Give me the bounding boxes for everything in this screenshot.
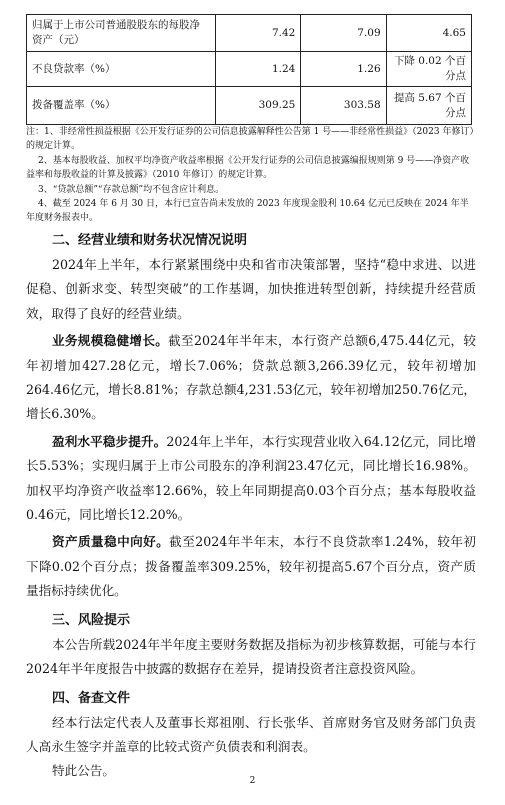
documents-text: 经本行法定代表人及董事长郑祖刚、行长张华、首席财务官及财务部门负责人高永生签字并盖章的比较式资产负债表和利润表。: [26, 714, 476, 754]
cell-change: 4.65: [386, 15, 471, 52]
note-3: 3、“贷款总额”“存款总额”均不包含应计利息。: [38, 184, 225, 195]
paragraph-text: 截至2024年半年末，本行不良贷款率1.24%，较年初下降0.02个百分点；拨备覆盖率309.25%，较年初提高5.67个百分点，资产质量指标持续优化。: [26, 534, 476, 599]
section-title-operations: 二、经营业绩和财务状况情况说明: [52, 233, 248, 248]
note-1: 注：1、非经常性损益根据《公开发行证券的公司信息披露解释性公告第 1 号——非经常性损益》（2023 年修订）的规定计算。: [26, 127, 474, 152]
section-title-documents: 四、备查文件: [52, 690, 131, 706]
risk-text: 本公告所载2024年半年度主要财务数据及指标为初步核算数据，可能与本行2024年半年度报告中披露的数据存在差异，提请投资者注意投资风险。: [26, 636, 476, 677]
lead-heading: 业务规模稳健增长。: [52, 333, 169, 349]
paragraph-text: 截至2024年半年末，本行资产总额6,475.44亿元，较年初增加427.28亿元，增长7.06%；贷款总额3,266.39亿元，较年初增加264.46亿元，增长8.81%；存款总额4,231.53亿元，较年初增加250.76亿元，增长6.30%。: [26, 333, 476, 422]
cell-change: 提高 5.67 个百分点: [386, 87, 471, 125]
paragraph-text: 2024年上半年，本行实现营业收入64.12亿元，同比增长5.53%；实现归属于上市公司股东的净利润23.47亿元，同比增长16.98%。加权平均净资产收益率12.66%，较上年同期提高0.03个百分点；基本每股收益0.46元，同比增长12.20%。: [26, 433, 476, 523]
cell-change: 下降 0.02 个百分点: [386, 52, 471, 87]
page-number: 2: [249, 776, 256, 786]
section-title-risk: 三、风险提示: [52, 612, 131, 628]
paragraph-profitability: [26, 430, 476, 528]
note-4: 4、截至 2024 年 6 月 30 日，本行已宣告尚未发放的 2023 年度现金股利 10.64 亿元已反映在 2024 年半年度财务报表中。: [26, 199, 469, 224]
row-label: 归属于上市公司普通股股东的每股净资产（元）: [27, 15, 216, 52]
operations-intro: 2024年上半年，本行紧紧围绕中央和省市决策部署，坚持“稳中求进、以进促稳、创新求变、转型突破”的工作基调，加快推进转型创新，持续提升经营质效，取得了良好的经营业绩。: [26, 257, 476, 321]
document-body: [26, 229, 476, 784]
paragraph-business-scale: [26, 329, 476, 427]
row-label: 不良贷款率（%）: [27, 52, 216, 87]
table-row: [27, 15, 472, 52]
cell-value: 1.24: [216, 52, 301, 87]
cell-value: 7.42: [216, 15, 301, 52]
cell-value: 303.58: [301, 87, 386, 125]
lead-heading: 盈利水平稳步提升。: [52, 433, 167, 449]
note-2: 2、基本每股收益、加权平均净资产收益率根据《公开发行证券的公司信息披露编报规则第 9 号——净资产收益率和每股收益的计算及披露》（2010 年修订）的规定计算。: [26, 155, 470, 181]
cell-value: 1.26: [301, 52, 386, 87]
cell-value: 7.09: [301, 15, 386, 52]
row-label: 拨备覆盖率（%）: [27, 87, 216, 125]
paragraph-asset-quality: [26, 530, 476, 603]
table-row: [27, 52, 472, 87]
cell-value: 309.25: [216, 87, 301, 125]
table-row: [27, 87, 472, 125]
table-notes: [26, 125, 476, 226]
lead-heading: 资产质量稳中向好。: [52, 534, 170, 550]
financial-data-table: [26, 14, 472, 125]
closing-text: 特此公告。: [52, 763, 115, 779]
